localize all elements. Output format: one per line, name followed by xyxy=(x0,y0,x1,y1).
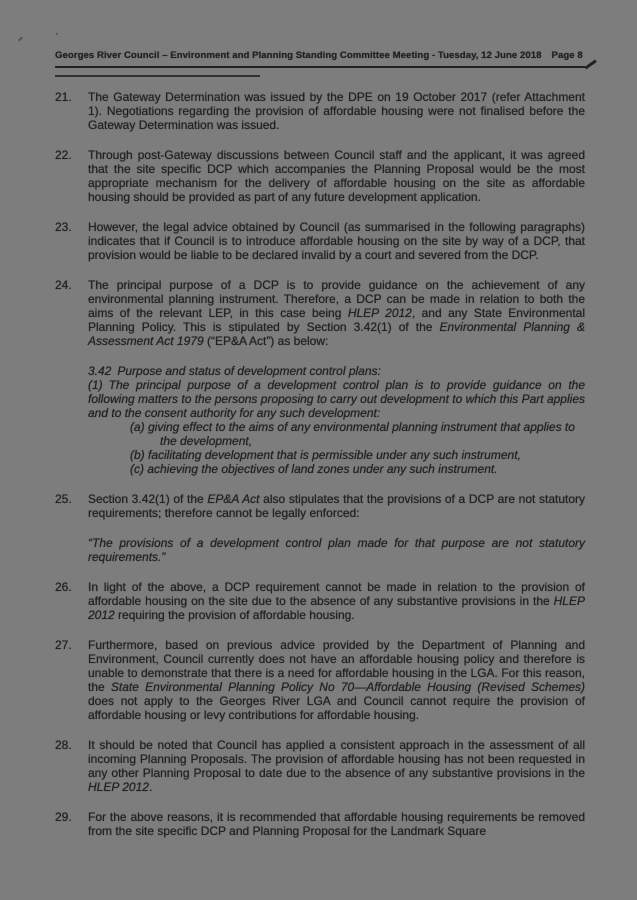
paragraph-22 xyxy=(55,148,585,204)
text-run: It should be noted that Council has applied a consistent approach in the assessment of all incoming Planning Proposals. The provision of affordable housing has not been requested in any other Planning Proposal to date due to the absence of any substantive provisions in the xyxy=(88,738,585,780)
italic-run: EP&A Act xyxy=(207,492,260,506)
scan-speck xyxy=(18,37,23,42)
text-run: The principal purpose of a DCP is to provide guidance on the achievement of any environmental planning instrument. Therefore, a DCP can be made in relation to both the aims of the relevant LEP, in this case being xyxy=(88,278,585,320)
quote-line: (1) The principal purpose of a development control plan is to provide guidance on the following matters to the persons proposing to carry out development to which this Part applies and to the consent authority for any such development: xyxy=(88,378,585,420)
paragraph-text xyxy=(88,90,585,132)
document-body xyxy=(55,90,585,838)
text-run: The Gateway Determination was issued by the DPE on 19 October 2017 (refer Attachment 1). Negotiations regarding the provision of affordable housing were not finalised before the Gateway Determination was issued. xyxy=(88,90,585,132)
text-run: (“EP&A Act”) as below: xyxy=(203,334,329,348)
paragraph-number: 21. xyxy=(55,90,72,104)
text-run: does not apply to the Georges River LGA and Council cannot require the provision of affordable housing or levy contributions for affordable housing. xyxy=(88,694,585,722)
text-run: . xyxy=(148,780,153,794)
paragraph-25 xyxy=(55,492,585,520)
text-run: requiring the provision of affordable housing. xyxy=(114,608,355,622)
paragraph-number: 25. xyxy=(55,492,72,506)
paragraph-number: 22. xyxy=(55,148,72,162)
text-run: In light of the above, a DCP requirement cannot be made in relation to the provision of affordable housing on the site due to the absence of any substantive provisions in the xyxy=(88,580,585,608)
paragraph-24 xyxy=(55,278,585,348)
page-number: Page 8 xyxy=(551,50,583,61)
paragraph-number: 27. xyxy=(55,638,72,652)
paragraph-number: 26. xyxy=(55,580,72,594)
quote-line: (c) achieving the objectives of land zones under any such instrument. xyxy=(130,462,498,476)
paragraph-number: 28. xyxy=(55,738,72,752)
text-run: For the above reasons, it is recommended that affordable housing requirements be removed from the site specific DCP and Planning Proposal for the Landmark Square xyxy=(88,810,585,838)
paragraph-number: 24. xyxy=(55,278,72,292)
page-content xyxy=(55,50,585,854)
text-run: also stipulates that the provisions of a DCP are not statutory requirements; therefore cannot be legally enforced: xyxy=(88,492,586,520)
paragraph-28 xyxy=(55,738,585,794)
paragraph-number: 29. xyxy=(55,810,72,824)
paragraph-26 xyxy=(55,580,585,622)
scan-speck xyxy=(56,33,58,35)
quote-line: 3.42 Purpose and status of development control plans: xyxy=(88,364,381,378)
header-title: Georges River Council – Environment and Planning Standing Committee Meeting - Tuesday, 12 June 2018 xyxy=(55,50,542,61)
page-header xyxy=(55,50,585,68)
italic-run: HLEP 2012 xyxy=(88,780,149,794)
paragraph-text xyxy=(88,220,585,262)
text-run: However, the legal advice obtained by Council (as summarised in the following paragraphs) indicates that if Council is to introduce affordable housing on the site by way of a DCP, that provision would be liable to be declared invalid by a court and severed from the DCP. xyxy=(88,220,585,262)
italic-run: State Environmental Planning Policy No 70—Affordable Housing (Revised Schemes) xyxy=(110,680,585,694)
paragraph-number: 23. xyxy=(55,220,72,234)
text-run: Through post-Gateway discussions between Council staff and the applicant, it was agreed that the site specific DCP which accompanies the Planning Proposal would be the most appropriate mechanism for the delivery of affordable housing on the site as affordable housing should be provided as part of any future development application. xyxy=(88,148,585,204)
text-run: Furthermore, based on previous advice provided by the Department of Planning and Environment, Council currently does not have an affordable housing policy and therefore is unable to demonstrate that there is a need for affordable housing in the LGA. For this reason, the xyxy=(88,638,585,694)
quote-block xyxy=(88,364,585,476)
paragraph-text xyxy=(88,638,585,722)
paragraph-27 xyxy=(55,638,585,722)
underline-tick xyxy=(584,59,596,69)
text-run: , and any State Environmental Planning Policy. This is stipulated by Section 3.42(1) of the xyxy=(88,306,586,334)
quote-block xyxy=(88,536,585,564)
text-run: Section 3.42(1) of the xyxy=(88,492,208,506)
underline-artifact xyxy=(55,75,260,77)
paragraph-text xyxy=(88,738,585,794)
paragraph-21 xyxy=(55,90,585,132)
quote-line: “The provisions of a development control plan made for that purpose are not statutory requirements.” xyxy=(88,536,585,564)
paragraph-23 xyxy=(55,220,585,262)
paragraph-text xyxy=(88,148,585,204)
paragraph-text xyxy=(88,580,585,622)
paragraph-text xyxy=(88,810,585,838)
quote-line: (a) giving effect to the aims of any environmental planning instrument that applies to the development, xyxy=(130,420,575,448)
italic-run: HLEP 2012 xyxy=(88,594,585,622)
italic-run: Environmental Planning & Assessment Act 1979 xyxy=(88,320,585,348)
paragraph-text xyxy=(88,278,585,348)
italic-run: HLEP 2012 xyxy=(347,306,412,320)
quote-line: (b) facilitating development that is permissible under any such instrument, xyxy=(130,448,521,462)
paragraph-29 xyxy=(55,810,585,838)
paragraph-text xyxy=(88,492,585,520)
